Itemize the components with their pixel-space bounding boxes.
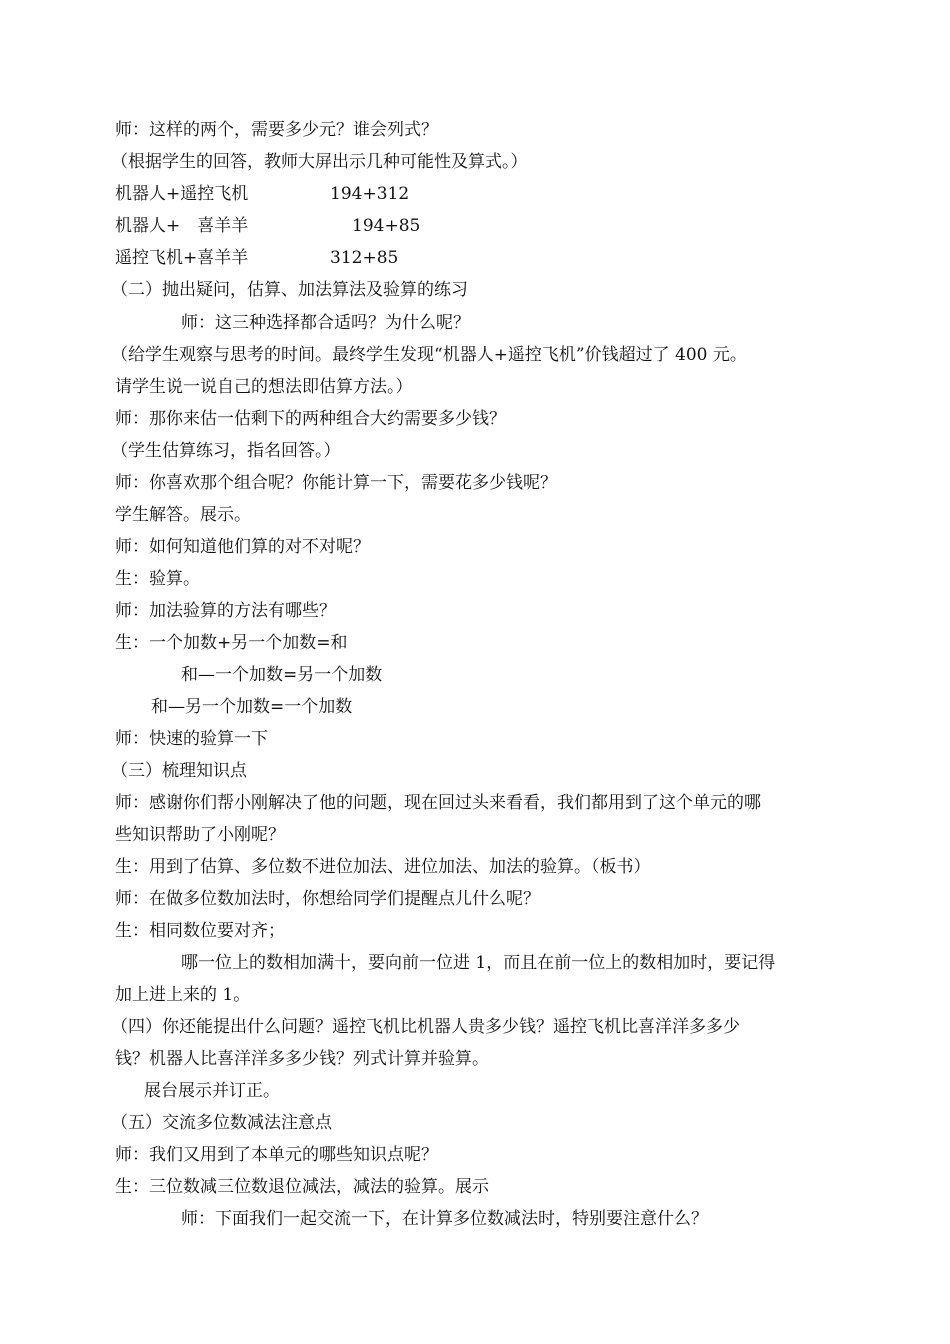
paragraph: 师：加法验算的方法有哪些？ bbox=[115, 601, 336, 621]
paragraph: 钱？机器人比喜洋洋多多少钱？列式计算并验算。 bbox=[115, 1049, 489, 1069]
combination-expression: 312+85 bbox=[330, 248, 399, 268]
paragraph: 展台展示并订正。 bbox=[144, 1081, 280, 1101]
combination-expression: 194+85 bbox=[352, 216, 421, 236]
paragraph: 师：下面我们一起交流一下，在计算多位数减法时，特别要注意什么？ bbox=[181, 1209, 708, 1229]
paragraph: 请学生说一说自己的想法即估算方法。） bbox=[115, 377, 413, 397]
combination-label: 遥控飞机+喜羊羊 bbox=[115, 248, 249, 268]
paragraph: 师：快速的验算一下 bbox=[115, 729, 268, 749]
section-heading: （二）抛出疑问，估算、加法算法及验算的练习 bbox=[111, 280, 468, 300]
paragraph: （根据学生的回答，教师大屏出示几种可能性及算式。） bbox=[111, 152, 528, 172]
paragraph: 些知识帮助了小刚呢？ bbox=[115, 825, 285, 845]
paragraph: 生：相同数位要对齐； bbox=[115, 921, 285, 941]
combination-expression: 194+312 bbox=[330, 184, 410, 204]
combination-label: 机器人+遥控飞机 bbox=[115, 184, 249, 204]
paragraph: 师：感谢你们帮小刚解决了他的问题，现在回过头来看看，我们都用到了这个单元的哪 bbox=[115, 793, 761, 813]
paragraph: 师：这样的两个，需要多少元？谁会列式？ bbox=[115, 120, 438, 140]
paragraph: 和—一个加数=另一个加数 bbox=[181, 665, 383, 685]
section-heading: （三）梳理知识点 bbox=[111, 761, 247, 781]
combination-label: 机器人+ 喜羊羊 bbox=[115, 216, 249, 236]
section-heading: （四）你还能提出什么问题？遥控飞机比机器人贵多少钱？遥控飞机比喜洋洋多多少 bbox=[111, 1017, 740, 1037]
paragraph: 师：我们又用到了本单元的哪些知识点呢？ bbox=[115, 1145, 438, 1165]
paragraph: 师：如何知道他们算的对不对呢？ bbox=[115, 537, 370, 557]
paragraph: 学生解答。展示。 bbox=[115, 505, 251, 525]
paragraph: 师：那你来估一估剩下的两种组合大约需要多少钱？ bbox=[115, 409, 506, 429]
paragraph: 师：你喜欢那个组合呢？你能计算一下，需要花多少钱呢？ bbox=[115, 473, 557, 493]
paragraph: 加上进上来的 1。 bbox=[115, 985, 251, 1005]
paragraph: 和—另一个加数=一个加数 bbox=[151, 697, 353, 717]
section-heading: （五）交流多位数减法注意点 bbox=[111, 1113, 332, 1133]
paragraph: 哪一位上的数相加满十，要向前一位进 1，而且在前一位上的数相加时，要记得 bbox=[181, 953, 776, 973]
paragraph: （给学生观察与思考的时间。最终学生发现“机器人+遥控飞机”价钱超过了 400 元。 bbox=[111, 345, 747, 365]
paragraph: 生：一个加数+另一个加数=和 bbox=[115, 633, 348, 653]
paragraph: （学生估算练习，指名回答。） bbox=[111, 441, 341, 461]
paragraph: 生：用到了估算、多位数不进位加法、进位加法、加法的验算。（板书） bbox=[115, 857, 651, 877]
paragraph: 生：三位数减三位数退位减法，减法的验算。展示 bbox=[115, 1177, 489, 1197]
paragraph: 生：验算。 bbox=[115, 569, 200, 589]
paragraph: 师：在做多位数加法时，你想给同学们提醒点儿什么呢？ bbox=[115, 889, 540, 909]
paragraph: 师：这三种选择都合适吗？为什么呢？ bbox=[181, 313, 470, 333]
